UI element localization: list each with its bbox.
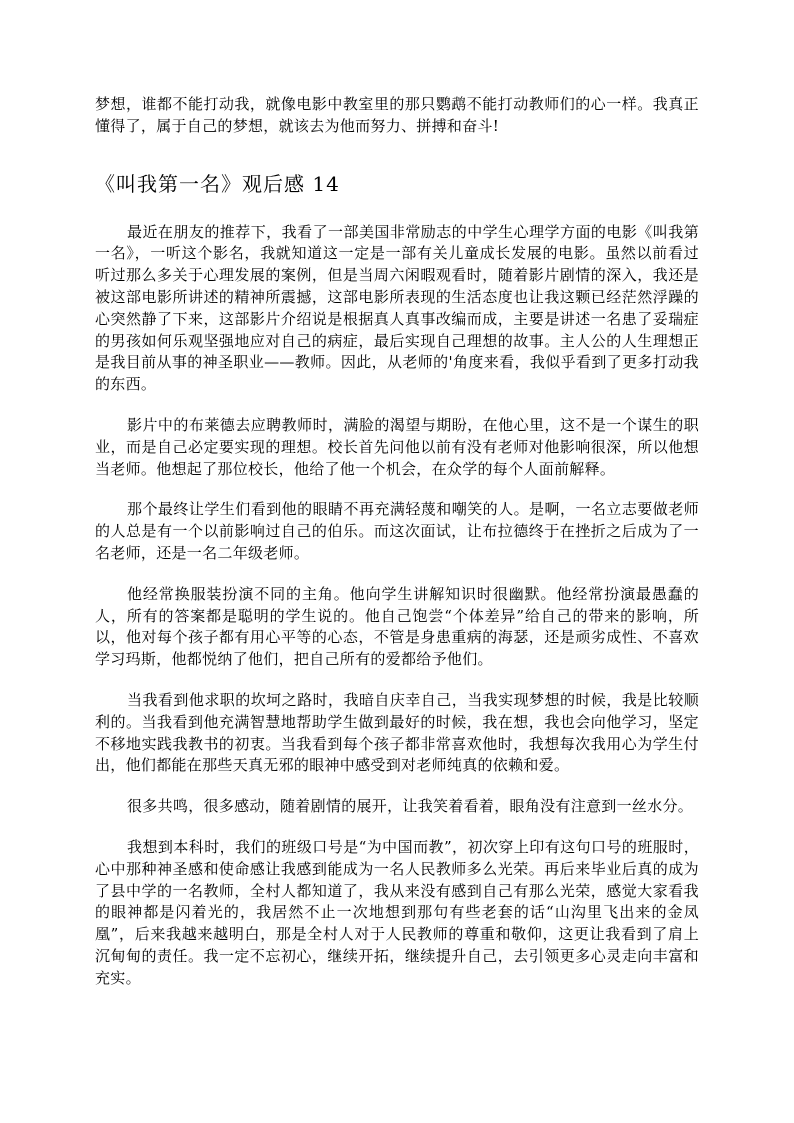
body-paragraph-3: 那个最终让学生们看到他的眼睛不再充满轻蔑和嘲笑的人。是啊，一名立志要做老师的人总是有一个以前影响过自己的伯乐。而这次面试，让布拉德终于在挫折之后成为了一名老师，还是一名二年级老师。 [95, 500, 699, 562]
body-paragraph-7: 我想到本科时，我们的班级口号是“为中国而教”，初次穿上印有这句口号的班服时，心中那种神圣感和使命感让我感到能成为一名人民教师多么光荣。再后来毕业后真的成为了县中学的一名教师，全村人都知道了，我从来没有感到自己有那么光荣，感觉大家看我的眼神都是闪着光的，我居然不止一次地想到那句有些老套的话“山沟里飞出来的金凤凰”，后来我越来越明白，那是全村人对于人民教师的尊重和敬仰，这更让我看到了肩上沉甸甸的责任。我一定不忘初心，继续开拓，继续提升自己，去引领更多心灵走向丰富和充实。 [95, 837, 699, 987]
document-page [95, 94, 699, 990]
intro-paragraph: 梦想，谁都不能打动我，就像电影中教室里的那只鹦鹉不能打动教师们的心一样。我真正懂得了，属于自己的梦想，就该去为他而努力、拼搏和奋斗! [95, 95, 699, 135]
section-title: 《叫我第一名》观后感 14 [95, 171, 340, 196]
body-paragraph-4: 他经常换服装扮演不同的主角。他向学生讲解知识时很幽默。他经常扮演最愚蠢的人，所有的答案都是聪明的学生说的。他自己饱尝“个体差异”给自己的带来的影响，所以，他对每个孩子都有用心平等的心态，不管是身患重病的海瑟，还是顽劣成性、不喜欢学习玛斯，他都悦纳了他们，把自己所有的爱都给予他们。 [95, 584, 699, 669]
body-paragraph-5: 当我看到他求职的坎坷之路时，我暗自庆幸自己，当我实现梦想的时候，我是比较顺利的。当我看到他充满智慧地帮助学生做到最好的时候，我在想，我也会向他学习，坚定不移地实践我教书的初衷。当我看到每个孩子都非常喜欢他时，我想每次我用心为学生付出，他们都能在那些天真无邪的眼神中感受到对老师纯真的依赖和爱。 [95, 690, 699, 775]
body-paragraph-1: 最近在朋友的推荐下，我看了一部美国非常励志的中学生心理学方面的电影《叫我第一名》，一听这个影名，我就知道这一定是一部有关儿童成长发展的电影。虽然以前看过听过那么多关于心理发展的案例，但是当周六闲暇观看时，随着影片剧情的深入，我还是被这部电影所讲述的精神所震撼，这部电影所表现的生活态度也让我这颗已经茫然浮躁的心突然静了下来，这部影片介绍说是根据真人真事改编而成，主要是讲述一名患了妥瑞症的男孩如何乐观坚强地应对自己的病症，最后实现自己理想的故事。主人公的人生理想正是我目前从事的神圣职业——教师。因此，从老师的'角度来看，我似乎看到了更多打动我的东西。 [95, 222, 699, 394]
body-paragraph-2: 影片中的布莱德去应聘教师时，满脸的渴望与期盼，在他心里，这不是一个谋生的职业，而是自己必定要实现的理想。校长首先问他以前有没有老师对他影响很深，所以他想当老师。他想起了那位校长，他给了他一个机会，在众学的每个人面前解释。 [95, 415, 699, 478]
body-paragraph-6: 很多共鸣，很多感动，随着剧情的展开，让我笑着看着，眼角没有注意到一丝水分。 [127, 797, 694, 816]
